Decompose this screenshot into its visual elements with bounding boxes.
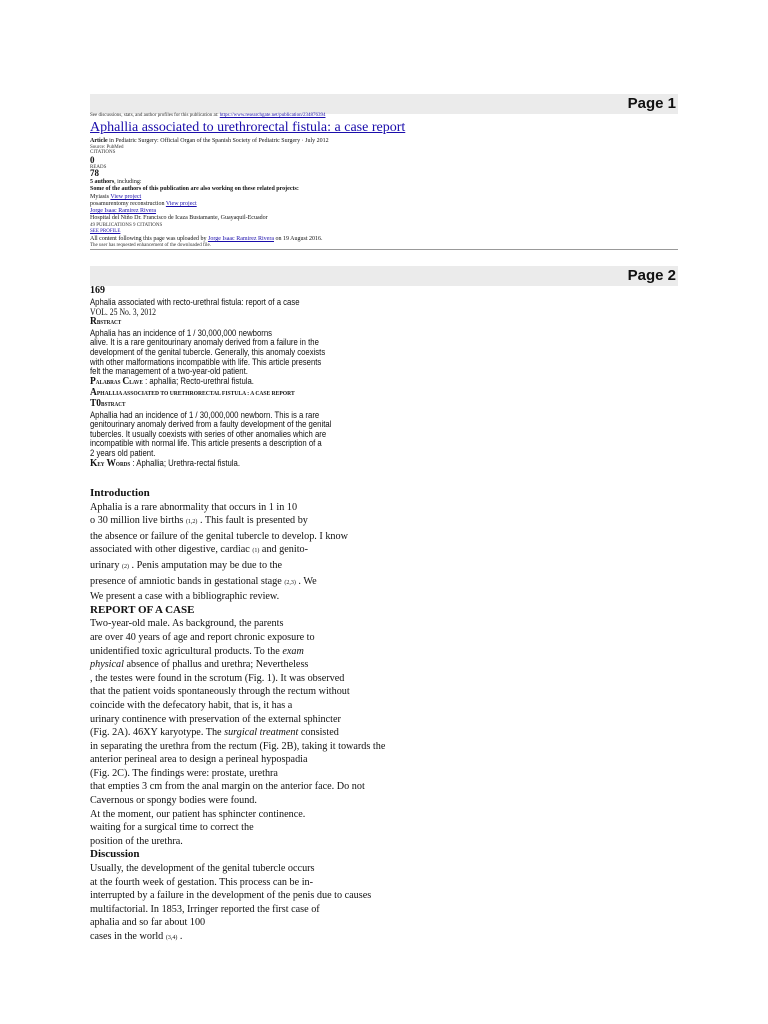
intro-line: We present a case with a bibliographic review. — [90, 591, 280, 603]
reads-count: 78 — [90, 168, 99, 178]
page-2-header-bar — [90, 266, 678, 286]
intro-line: the absence or failure of the genital tubercle to develop. I know — [90, 530, 348, 542]
case-line: unidentified toxic agricultural products. To the exam — [90, 645, 304, 657]
publication-link[interactable]: https://www.researchgate.net/publication/234876394 — [219, 113, 326, 118]
case-line: anterior perineal area to design a perineal hypospadia — [90, 754, 308, 766]
abstract-es-line: alive. It is a rare genitourinary anomaly derived from a failure in the — [90, 337, 319, 348]
user-note: The user has requested enhancement of the downloaded file. — [90, 243, 211, 248]
discussion-line: Usually, the development of the genital tubercle occurs — [90, 863, 315, 875]
citations-label: CITATIONS — [90, 150, 116, 155]
discussion-line: multifactorial. In 1853, Irringer reported the first case of — [90, 903, 320, 915]
article-line: Article in Pediatric Surgery: Official Organ of the Spanish Society of Pediatric Surgery · July 2012 — [90, 138, 329, 144]
case-line: coincide with the defecatory habit, that is, it has a — [90, 699, 293, 711]
abstract-es-line: felt the management of a two-year-old patient. — [90, 366, 248, 377]
case-line: physical absence of phallus and urethra; Nevertheless — [90, 659, 309, 671]
intro-heading: Introduction — [90, 487, 150, 499]
case-line: , the testes were found in the scrotum (Fig. 1). It was observed — [90, 672, 345, 684]
source-line: Source: PubMed — [90, 145, 124, 150]
case-line: position of the urethra. — [90, 835, 183, 847]
abstract-en-line: genitourinary anomaly derived from a faulty development of the genital — [90, 419, 332, 430]
intro-line: Aphalia is a rare abnormality that occurs in 1 in 10 — [90, 501, 298, 513]
body-text — [90, 487, 690, 946]
case-line: waiting for a surgical time to correct the — [90, 822, 254, 834]
page-1-label: Page 1 — [627, 95, 676, 112]
project-2-link[interactable]: View project — [165, 201, 197, 207]
running-title: Aphalia associated with recto-urethral fistula: report of a case — [90, 297, 300, 307]
discussion-line: cases in the world (3,4) . — [90, 931, 183, 942]
discussion-line: at the fourth week of gestation. This process can be in- — [90, 876, 314, 888]
citations-count: 0 — [90, 155, 95, 165]
abstract-es-line: with other malformations incompatible with life. This article presents — [90, 356, 322, 367]
case-line: in separating the urethra from the rectum (Fig. 2B), taking it towards the — [90, 740, 386, 752]
intro-line: associated with other digestive, cardiac (1) and genito- — [90, 544, 309, 556]
volume-line: VOL. 25 No. 3, 2012 — [90, 306, 157, 317]
discussion-line: aphalia and so far about 100 — [90, 917, 206, 929]
case-line: urinary continence with preservation of the external sphincter — [90, 713, 341, 725]
case-line: (Fig. 2C). The findings were: prostate, urethra — [90, 767, 278, 779]
authors-line: 5 authors, including: — [90, 179, 142, 185]
project-2: posamurentomy reconstruction View project — [90, 201, 197, 207]
case-heading: REPORT OF A CASE — [90, 603, 195, 616]
publication-title[interactable]: Aphallia associated to urethrorectal fistula: a case report — [90, 120, 406, 135]
abstract-es-line: Aphalia has an incidence of 1 / 30,000,000 newborns — [90, 327, 273, 338]
case-line: At the moment, our patient has sphincter continence. — [90, 808, 306, 820]
author-stats: 49 PUBLICATIONS 9 CITATIONS — [90, 223, 163, 228]
case-line: Cavernous or spongy bodies were found. — [90, 795, 257, 807]
uploaded-line: All content following this page was uploaded by Jorge Isaac Ramirez Rivera on 19 August 2016. — [90, 236, 323, 242]
abstract-en-line: Aphallia had an incidence of 1 / 30,000,000 newborn. This is a rare — [90, 409, 320, 420]
author-affiliation: Hospital del Niño Dr. Francisco de Icaza Bustamante, Guayaquil-Ecuador — [90, 215, 268, 221]
discussion-note: See discussions, stats, and author profiles for this publication at: https://www.researchgate.net/publication/234876394 — [90, 113, 326, 118]
case-line: (Fig. 2A). 46XY karyotype. The surgical treatment consisted — [90, 727, 339, 739]
page-number: 169 — [90, 285, 105, 296]
discussion-line: interrupted by a failure in the development of the penis due to causes — [90, 890, 372, 902]
page-1-header-bar — [90, 94, 678, 114]
reads-label: READS — [90, 165, 107, 170]
keywords-en: KEY WORDS : Aphallia; Urethra-rectal fistula. — [90, 456, 240, 469]
abstract-en-line: incompatible with normal life. This article presents a description of a — [90, 438, 322, 449]
intro-line: presence of amniotic bands in gestational stage (2,3) . We — [90, 575, 317, 587]
discussion-heading: Discussion — [90, 848, 140, 861]
keywords-es: PALABRAS CLAVE : aphallia; Recto-urethral fistula. — [90, 374, 254, 387]
case-line: are over 40 years of age and report chronic exposure to — [90, 631, 315, 643]
intro-line: o 30 million live births (1,2) . This fault is presented by — [90, 515, 308, 527]
project-1: Myiasis View project — [90, 194, 142, 200]
project-1-link[interactable]: View project — [110, 194, 142, 200]
case-line: that empties 3 cm from the anal margin on the anterior face. Do not — [90, 781, 365, 793]
title-en: APHALLIA ASSOCIATED TO URETHRORECTAL FISTULA : A CASE REPORT — [90, 386, 295, 399]
author-name-link[interactable]: Jorge Isaac Ramirez Rivera — [90, 208, 157, 214]
case-line: that the patient voids spontaneously through the rectum without — [90, 686, 350, 698]
page-2-label: Page 2 — [627, 267, 676, 284]
page-1-divider — [90, 249, 678, 250]
abstract-en-line: 2 years old patient. — [90, 447, 156, 458]
see-profile-link[interactable]: SEE PROFILE — [90, 229, 121, 234]
abstract-en-line: tubercles. It usually coexists with series of other anomalies which are — [90, 428, 327, 439]
case-line: Two-year-old male. As background, the parents — [90, 618, 284, 630]
projects-note: Some of the authors of this publication are also working on these related projects: — [90, 186, 299, 192]
abstract-es-block — [90, 298, 606, 470]
abstract-es-line: development of the genital tubercle. Generally, this anomaly coexists — [90, 346, 326, 357]
uploader-link[interactable]: Jorge Isaac Ramirez Rivera — [207, 236, 275, 242]
intro-line: urinary (2) . Penis amputation may be due to the — [90, 559, 283, 571]
abstract-en-heading: T0BSTRACT — [90, 396, 126, 409]
abstract-es-heading: RBSTRACT — [90, 315, 122, 328]
